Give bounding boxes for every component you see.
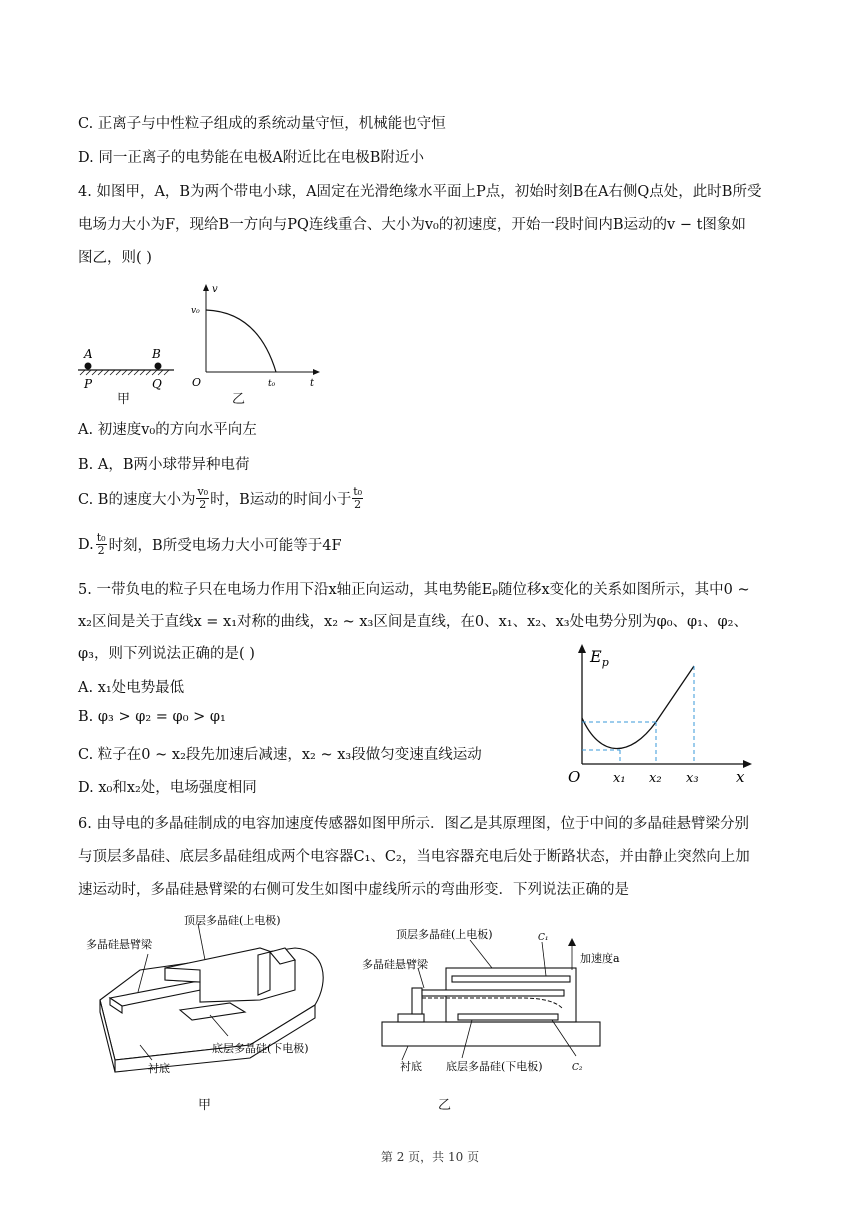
q4-figure-jia-caption: 甲 bbox=[117, 392, 131, 407]
q5-ep-x-graph bbox=[560, 638, 760, 788]
dashed-guides bbox=[582, 666, 694, 764]
x2-label: x₂ bbox=[649, 771, 662, 786]
x-axis-arrow bbox=[743, 760, 752, 768]
q5-option-a: A. x₁处电势最低 bbox=[78, 680, 185, 696]
label-substrate-yi: 衬底 bbox=[400, 1060, 422, 1073]
label-c1: C₁ bbox=[538, 933, 549, 943]
label-bottom-yi: 底层多晶硅(下电板) bbox=[446, 1060, 543, 1073]
q6-stem-line-1: 6. 由导电的多晶硅制成的电容加速度传感器如图甲所示．图乙是其原理图，位于中间的多晶硅悬臂梁分别 bbox=[78, 816, 749, 832]
label-c2: C₂ bbox=[572, 1063, 583, 1073]
ep-curve bbox=[582, 666, 694, 749]
accel-arrow-icon bbox=[568, 938, 576, 946]
q6-figure-yi-caption: 乙 bbox=[438, 1098, 452, 1113]
q4-stem-line-1: 4. 如图甲，A，B为两个带电小球，A固定在光滑绝缘水平面上P点，初始时刻B在A右侧Q点处，此时B所受 bbox=[78, 184, 762, 200]
t-axis-arrow bbox=[313, 369, 320, 375]
q5-stem-line-2: x₂区间是关于直线x = x₁对称的曲线，x₂ ~ x₃区间是直线，在0、x₁、x₂、x₃处电势分别为φ₀、φ₁、φ₂、 bbox=[78, 614, 748, 630]
label-a: A bbox=[84, 347, 93, 361]
t0-label: t₀ bbox=[268, 379, 276, 389]
q3-option-c: C. 正离子与中性粒子组成的系统动量守恒，机械能也守恒 bbox=[78, 116, 446, 132]
pointer-top-yi bbox=[470, 940, 492, 968]
q5-stem-line-3: φ₃，则下列说法正确的是( ) bbox=[78, 646, 255, 662]
label-b: B bbox=[152, 347, 161, 361]
ball-a bbox=[85, 363, 92, 370]
q4-option-a: A. 初速度v₀的方向水平向左 bbox=[78, 422, 257, 438]
ep-axis-arrow bbox=[578, 644, 586, 653]
q3-option-d: D. 同一正离子的电势能在电极A附近比在电极B附近小 bbox=[78, 150, 424, 166]
label-beam: 多晶硅悬臂梁 bbox=[86, 938, 152, 951]
q5-option-b: B. φ₃ > φ₂ = φ₀ > φ₁ bbox=[78, 709, 226, 725]
x-axis-label: x bbox=[736, 768, 745, 786]
origin-label: O bbox=[192, 376, 202, 389]
q4-option-d-text: 时刻，B所受电场力大小可能等于4F bbox=[108, 538, 342, 554]
q5-stem-line-1: 5. 一带负电的粒子只在电场力作用下沿x轴正向运动，其电势能Eₚ随位移x变化的关系如图所示，其中0 ~ bbox=[78, 582, 750, 598]
x3-label: x₃ bbox=[686, 771, 699, 786]
ball-b bbox=[155, 363, 162, 370]
pointer-beam-yi bbox=[418, 968, 424, 988]
q6-figure-jia bbox=[80, 910, 340, 1080]
deflection-dashed-line bbox=[422, 998, 562, 1008]
fraction-t0-over-2-d: t₀ 2 bbox=[96, 531, 106, 557]
q4-option-b: B. A，B两小球带异种电荷 bbox=[78, 457, 250, 473]
fraction-t0-over-2: t₀ 2 bbox=[353, 485, 363, 511]
x1-label: x₁ bbox=[613, 771, 626, 786]
label-top: 顶层多晶硅(上电极) bbox=[184, 914, 281, 927]
pointer-c1 bbox=[542, 942, 546, 976]
pointer-substrate-yi bbox=[402, 1046, 408, 1060]
v-axis-arrow bbox=[203, 284, 209, 291]
q6-figure-jia-caption: 甲 bbox=[198, 1098, 212, 1113]
fraction-v0-over-2: v₀ 2 bbox=[197, 485, 209, 511]
label-substrate: 衬底 bbox=[148, 1062, 170, 1075]
q4-stem-line-2: 电场力大小为F，现给B一方向与PQ连线重合、大小为v₀的初速度，开始一段时间内B运动的v − t图象如 bbox=[78, 217, 746, 233]
v0-label: v₀ bbox=[191, 306, 200, 316]
q6-figure-yi bbox=[362, 924, 632, 1074]
label-bottom: 底层多晶硅(下电极) bbox=[212, 1042, 309, 1055]
q5-option-d: D. x₀和x₂处，电场强度相同 bbox=[78, 780, 257, 796]
origin-o: O bbox=[568, 768, 581, 786]
q4-option-d-prefix: D. bbox=[78, 536, 94, 553]
q4-option-c-text-1: C. B的速度大小为 bbox=[78, 492, 196, 508]
top-electrode-plate bbox=[452, 976, 570, 982]
q4-figure-yi bbox=[188, 282, 328, 394]
cantilever-beam-section bbox=[422, 990, 564, 996]
label-accel: 加速度a bbox=[580, 952, 620, 965]
v-axis-label: v bbox=[212, 284, 218, 295]
surface-hatch bbox=[80, 370, 169, 375]
label-beam-yi: 多晶硅悬臂梁 bbox=[362, 958, 428, 971]
page-footer: 第 2 页，共 10 页 bbox=[380, 1150, 480, 1164]
q4-option-c bbox=[78, 486, 364, 511]
beam-anchor bbox=[412, 988, 422, 1014]
label-top-yi: 顶层多晶硅(上电板) bbox=[396, 928, 493, 941]
ep-axis-label: $E_p$ bbox=[590, 647, 609, 669]
q4-option-d bbox=[78, 532, 342, 557]
q6-stem-line-2: 与顶层多晶硅、底层多晶硅组成两个电容器C₁、C₂，当电容器充电后处于断路状态，并由静止突然向上加 bbox=[78, 849, 750, 865]
q5-option-c: C. 粒子在0 ~ x₂段先加速后减速，x₂ ~ x₃段做匀变速直线运动 bbox=[78, 747, 482, 763]
v-t-curve bbox=[206, 310, 276, 372]
q6-stem-line-3: 速运动时，多晶硅悬臂梁的右侧可发生如图中虚线所示的弯曲形变．下列说法正确的是 bbox=[78, 882, 629, 898]
pointer-top bbox=[198, 924, 205, 960]
q4-option-c-text-2: 时，B运动的时间小于 bbox=[210, 492, 352, 508]
label-p: P bbox=[84, 377, 93, 391]
q4-stem-line-3: 图乙，则( ) bbox=[78, 250, 152, 266]
label-q: Q bbox=[152, 377, 162, 391]
t-axis-label: t bbox=[310, 378, 315, 389]
q4-figure-yi-caption: 乙 bbox=[232, 392, 246, 407]
bottom-electrode-plate bbox=[458, 1014, 558, 1020]
